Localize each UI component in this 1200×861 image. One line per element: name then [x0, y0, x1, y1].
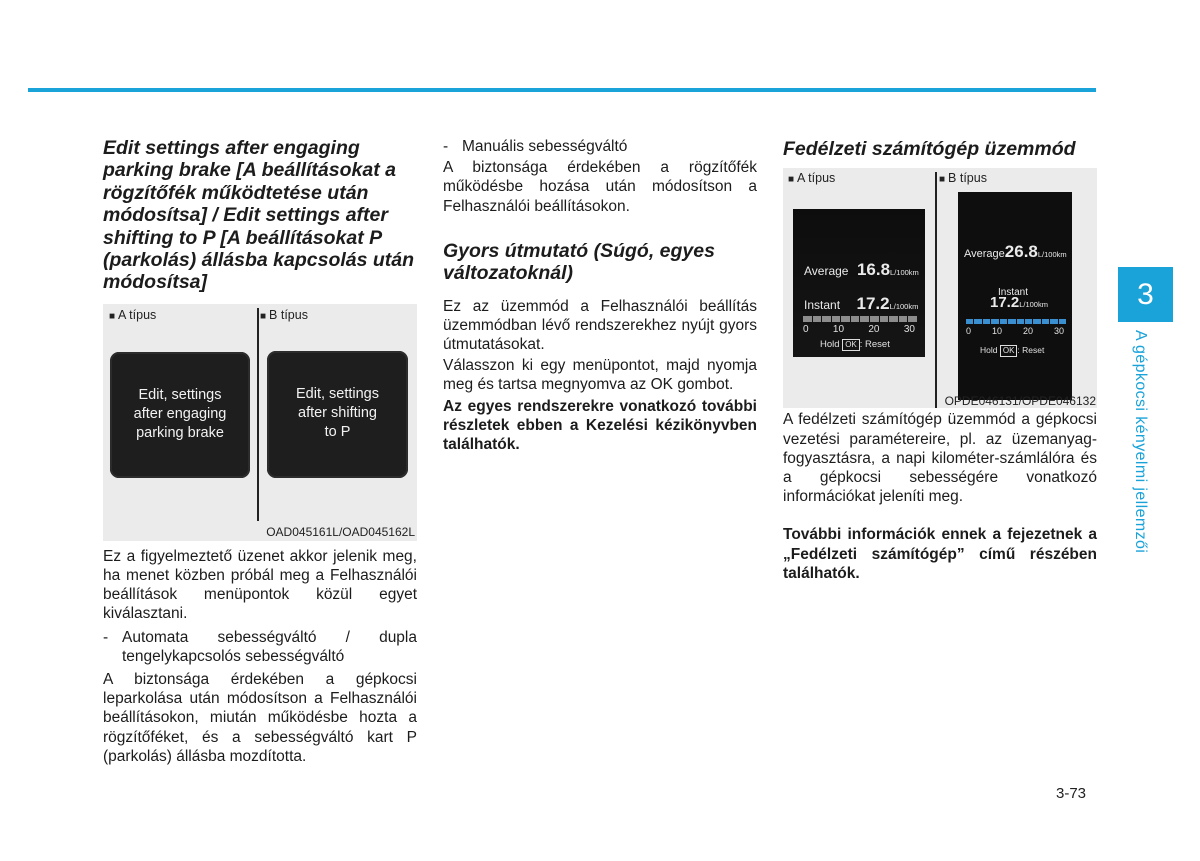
gauge-ticks-b: 0 10 20 30 [966, 326, 1064, 337]
top-rule [28, 88, 1096, 92]
dash-bullet: - [443, 138, 449, 155]
middle-column [443, 137, 757, 454]
consumption-gauge-b [966, 319, 1066, 324]
paragraph-bold: További információk ennek a fejezetnek a „Fedélzeti számítógép” című részében találhatók. [783, 526, 1097, 582]
paragraph: Ez az üzemmód a Felhasználói beállítás üzemmódban lévő rendszerekhez nyújt gyors útmutatásokat. [443, 297, 757, 354]
paragraph: A biztonsága érdekében a rögzítőfék működésbe hozása után módosítson a Felhasználói beállításokon. [443, 159, 757, 215]
gauge-ticks-a: 0 10 20 30 [803, 324, 915, 336]
square-bullet-icon: ■ [939, 174, 946, 186]
section-heading-edit-settings: Edit settings after engaging parking brake [A beállításokat a rögzítőfék működtetése után módosítsa] / Edit settings after shifting to P [A beállításokat P (parkolás) állásba kapcsolás után módosítsa] [103, 137, 415, 294]
cluster-display-b [958, 192, 1072, 400]
list-item-text: Automata sebességváltó / dupla tengelykapcsolós sebességváltó [122, 628, 417, 665]
figure-divider [935, 172, 937, 408]
average-row-a: Average 16.8L/100km [804, 260, 919, 280]
list-item [443, 137, 757, 156]
ok-button-icon: OK [842, 339, 860, 351]
list-item-text: Manuális sebességváltó [462, 138, 628, 155]
consumption-gauge-a [803, 316, 917, 322]
hold-reset-a: Hold OK : Reset [820, 339, 890, 351]
instant-label-b: Instant [998, 287, 1029, 299]
right-column [783, 137, 1097, 583]
figure-label-a: ■ A típus [788, 171, 836, 186]
square-bullet-icon: ■ [109, 310, 116, 322]
square-bullet-icon: ■ [788, 174, 795, 186]
paragraph-bold: Az egyes rendszerekre vonatkozó további részletek ebben a Kezelési kézikönyvben találhatók. [443, 397, 757, 454]
figure-divider [257, 308, 259, 521]
instant-value-b: 17.2L/100km [990, 294, 1048, 312]
figure-label-a: ■ A típus [109, 307, 157, 322]
trip-computer-figure [783, 168, 1097, 408]
left-column [103, 137, 417, 766]
figure-code: OPDE046131/OPDE046132 [944, 394, 1096, 409]
average-row-b: Average26.8L/100km [964, 242, 1067, 262]
figure-label-b: ■ B típus [260, 307, 308, 322]
section-heading-trip-computer: Fedélzeti számítógép üzemmód [783, 138, 1076, 160]
warning-screen-b [267, 351, 408, 478]
warning-screen-b-text: Edit, settings after shifting to P [295, 385, 379, 440]
page-number: 3-73 [1056, 785, 1087, 802]
instant-row-a: Instant 17.2L/100km [804, 294, 919, 314]
hold-reset-b: Hold OK : Reset [980, 345, 1045, 356]
chapter-title: A gépkocsi kényelmi jellemzői [1132, 330, 1149, 554]
paragraph: Ez a figyelmeztető üzenet akkor jelenik meg, ha menet közben próbál meg a Felhasználói beállítások menüpontok közül egyet kiválasztani. [103, 547, 417, 623]
warning-screen-a-text: Edit, settings after engaging parking brake [133, 386, 227, 441]
figure-label-b: ■ B típus [939, 171, 987, 186]
paragraph: A fedélzeti számítógép üzemmód a gépkocsi vezetési paramétereire, pl. az üzemanyag-fogyasztásra, a napi kilométer-számlálóra és a gépkocsi sebességére vonatkozó információkat jeleníti meg. [783, 411, 1097, 506]
dash-bullet: - [103, 628, 109, 646]
paragraph: Válasszon ki egy menüpontot, majd nyomja meg és tartsa megnyomva az OK gombot. [443, 357, 757, 394]
paragraph: A biztonsága érdekében a gépkocsi leparkolása után módosítson a Felhasználói beállításokon, miután működésbe hozta a rögzítőféket, és a sebességváltó kart P (parkolás) állásba mozdította. [103, 671, 417, 765]
cluster-display-a [793, 209, 925, 357]
warning-message-figure [103, 304, 417, 541]
square-bullet-icon: ■ [260, 310, 267, 322]
list-item [103, 628, 417, 666]
warning-screen-a [110, 352, 250, 478]
figure-code: OAD045161L/OAD045162L [266, 524, 415, 539]
section-heading-quick-guide: Gyors útmutató (Súgó, egyes változatoknál) [443, 239, 715, 285]
ok-button-icon: OK [1000, 345, 1018, 357]
chapter-tab: 3 [1118, 267, 1173, 322]
